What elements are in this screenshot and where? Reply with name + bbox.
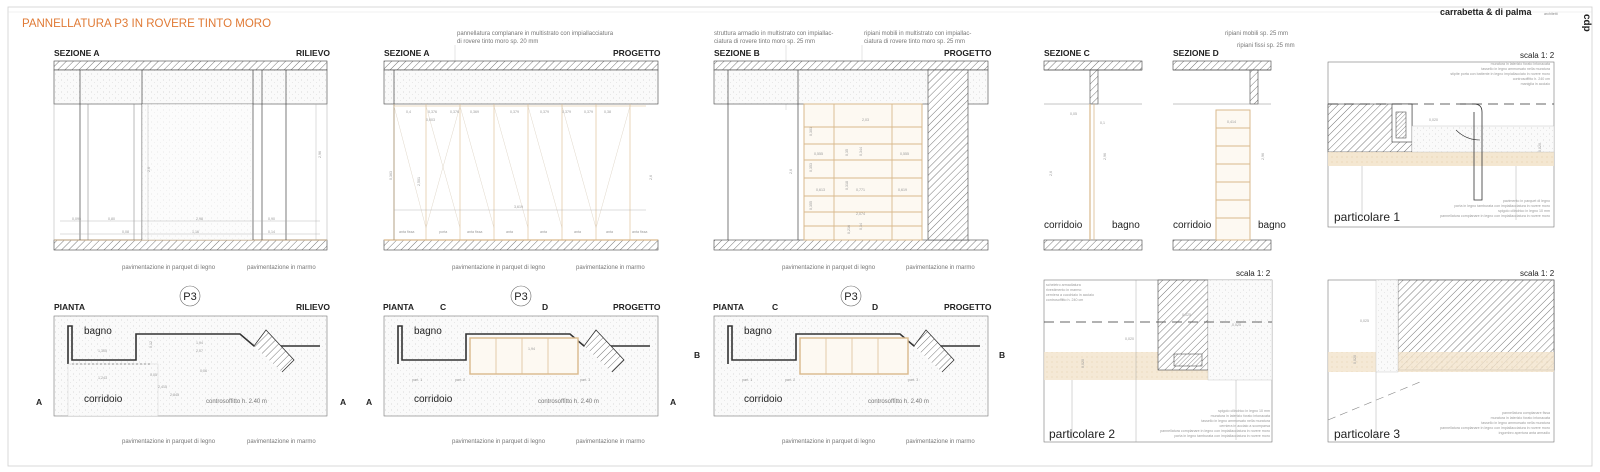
legend-line: controsoffitto h. 240 cm bbox=[1512, 77, 1550, 81]
note-line: struttura armadio in multistrato con impiallac- bbox=[714, 31, 834, 37]
dim: 2,96 bbox=[1103, 153, 1107, 160]
legend-line: pannellatura complanare in legno con impiallacciatura in rovere moro bbox=[1160, 429, 1270, 433]
dim: 0,80 bbox=[108, 217, 115, 221]
section-mark-a: A bbox=[670, 397, 677, 407]
dim: 0,376 bbox=[428, 110, 437, 114]
dim: 0,619 bbox=[898, 188, 907, 192]
section-a-rilievo-label: SEZIONE A bbox=[54, 48, 100, 58]
legend-line: pannellatura complanare in legno con impiallacciatura in rovere moro bbox=[1440, 214, 1550, 218]
legend-line: controsoffitto h. 240 cm bbox=[1046, 298, 1084, 302]
dim: 2,6 bbox=[649, 175, 653, 180]
dim: 0,318 bbox=[845, 181, 849, 190]
dim: 0,06 bbox=[200, 369, 207, 373]
plan-progetto-a bbox=[366, 286, 676, 445]
section-b-progetto bbox=[714, 31, 992, 271]
part-label: part. 2 bbox=[785, 378, 796, 382]
dim: 2,074 bbox=[856, 212, 865, 216]
note-line: ripiani mobili sp. 25 mm bbox=[1225, 31, 1289, 37]
part-label: part. 1 bbox=[412, 378, 423, 382]
panel-label: anta fissa bbox=[399, 230, 415, 234]
legend-line: pannellatura complanare in legno con impiallacciatura in rovere moro bbox=[1440, 426, 1550, 430]
dim: 2,6 bbox=[147, 167, 151, 172]
dim: 3,619 bbox=[514, 205, 523, 209]
dim: 0,025 bbox=[1182, 313, 1191, 317]
dim: 2,96 bbox=[1261, 153, 1265, 160]
floor-parquet-label: pavimentazione in parquet di legno bbox=[782, 439, 876, 445]
legend-line: ingombro apertura anta armadio bbox=[1498, 431, 1550, 435]
section-a-progetto-mode: PROGETTO bbox=[613, 48, 661, 58]
panel-label: anta fissa bbox=[467, 230, 483, 234]
plan-tag: P3 bbox=[844, 291, 858, 303]
ceiling-label: controsoffitto h. 2.40 m bbox=[206, 399, 267, 405]
legend-line: porta in legno tamburata con impiallacciatura in rovere moro bbox=[1454, 204, 1550, 208]
dim: 0,369 bbox=[470, 110, 479, 114]
dim: 0,020 bbox=[1081, 359, 1085, 368]
dim: 0,353 bbox=[809, 163, 813, 172]
dim: 0,35 bbox=[845, 149, 849, 156]
firm-suffix: architetti bbox=[1544, 12, 1558, 16]
dim: 1,94 bbox=[528, 347, 535, 351]
firm-logo: cdp bbox=[1581, 14, 1592, 32]
floor-marmo-label: pavimentazione in marmo bbox=[906, 265, 975, 271]
detail-2 bbox=[1044, 269, 1272, 442]
dim: 2,6 bbox=[789, 169, 793, 174]
section-mark-d: D bbox=[542, 302, 549, 312]
dim: 2,98 bbox=[196, 217, 203, 221]
room-bagno: bagno bbox=[1112, 220, 1140, 231]
dim: 0,38 bbox=[604, 110, 611, 114]
dim: 0,020 bbox=[1429, 118, 1438, 122]
panel-label: anta bbox=[506, 230, 513, 234]
dim: 0,344 bbox=[859, 147, 863, 156]
room-corridoio: corridoio bbox=[1173, 220, 1212, 231]
dim: 0,355 bbox=[809, 201, 813, 210]
room-bagno: bagno bbox=[744, 326, 772, 337]
room-corridoio: corridoio bbox=[744, 394, 783, 405]
legend-line: spigolo cilindrico in legno 10 mm bbox=[1218, 409, 1270, 413]
dim: 0,379 bbox=[540, 110, 549, 114]
dim: 0,08 bbox=[122, 230, 129, 234]
legend-line: rivestimento in marmo bbox=[1046, 288, 1082, 292]
dim: 2,6 bbox=[1049, 171, 1053, 176]
plan-tag: P3 bbox=[183, 291, 197, 303]
dim: 2,415 bbox=[158, 385, 167, 389]
dim: 2,07 bbox=[196, 349, 203, 353]
section-d-label: SEZIONE D bbox=[1173, 48, 1219, 58]
firm-name: carrabetta & di palma bbox=[1440, 7, 1532, 17]
section-mark-c: C bbox=[772, 302, 779, 312]
dim: 0,363 bbox=[389, 171, 393, 180]
legend-line: pavimento in parquet di legno bbox=[1502, 199, 1550, 203]
dim: 2,03 bbox=[862, 118, 869, 122]
plan-progetto-mode: PROGETTO bbox=[613, 302, 661, 312]
dim: 2,501 bbox=[417, 177, 421, 186]
dim: 0,379 bbox=[584, 110, 593, 114]
legend-line: scheletro armadiatura bbox=[1046, 283, 1081, 287]
panel-label: anta bbox=[606, 230, 613, 234]
section-c-label: SEZIONE C bbox=[1044, 48, 1090, 58]
legend-line: porta in legno tamburata con impiallacciatura in rovere moro bbox=[1174, 434, 1270, 438]
note-line: ciatura di rovere tinto moro sp. 25 mm bbox=[714, 39, 816, 45]
dim: 0,12 bbox=[149, 341, 153, 348]
legend-line: tassello in legno ammorsato nella muratura bbox=[1481, 421, 1550, 425]
dim: 0,301 bbox=[809, 127, 813, 136]
dim: 0,020 bbox=[1538, 143, 1542, 152]
floor-parquet-label: pavimentazione in parquet di legno bbox=[782, 265, 876, 271]
floor-parquet-label: pavimentazione in parquet di legno bbox=[452, 439, 546, 445]
panel-label: anta bbox=[574, 230, 581, 234]
section-a-progetto-label: SEZIONE A bbox=[384, 48, 430, 58]
part-label: part. 1 bbox=[742, 378, 753, 382]
room-bagno: bagno bbox=[414, 326, 442, 337]
section-mark-d: D bbox=[872, 302, 879, 312]
dim: 0,379 bbox=[562, 110, 571, 114]
dim: 0,379 bbox=[510, 110, 519, 114]
note-line: di rovere tinto moro sp. 20 mm bbox=[457, 39, 539, 45]
dim: 2,96 bbox=[318, 151, 322, 158]
plan-rilievo bbox=[36, 286, 346, 445]
dim: 0,14 bbox=[268, 230, 275, 234]
legend-line: stipite porta con battente in legno impiallacciato in rovere moro bbox=[1450, 72, 1550, 76]
dim: 0,414 bbox=[1227, 120, 1236, 124]
dim: 0,613 bbox=[816, 188, 825, 192]
dim: 0,376 bbox=[450, 110, 459, 114]
section-mark-c: C bbox=[440, 302, 447, 312]
floor-marmo-label: pavimentazione in marmo bbox=[576, 265, 645, 271]
dim: 0,003 bbox=[426, 118, 435, 122]
plan-progetto-b bbox=[694, 286, 1005, 445]
panel-label: anta bbox=[540, 230, 547, 234]
floor-marmo-label: pavimentazione in marmo bbox=[247, 265, 316, 271]
dim: 0,4 bbox=[406, 110, 411, 114]
detail-2-label: particolare 2 bbox=[1049, 427, 1116, 441]
note-line: pannellatura complanare in multistrato con impiallacciatura bbox=[457, 31, 614, 37]
ceiling-label: controsoffitto h. 2.40 m bbox=[538, 399, 599, 405]
detail-scale: scala 1: 2 bbox=[1236, 269, 1271, 278]
dim: 0,34 bbox=[859, 223, 863, 230]
legend-line: pannellatura complanare fissa bbox=[1502, 411, 1550, 415]
dim: 1,16 bbox=[192, 230, 199, 234]
section-mark-a: A bbox=[36, 397, 43, 407]
floor-parquet-label: pavimentazione in parquet di legno bbox=[452, 265, 546, 271]
legend-line: cerniera in acciaio a scomparsa bbox=[1219, 424, 1270, 428]
dim: 0,1 bbox=[1100, 121, 1105, 125]
dim: 0,555 bbox=[900, 152, 909, 156]
dim: 0,025 bbox=[1232, 323, 1241, 327]
panel-label: anta fissa bbox=[632, 230, 648, 234]
part-label: part. 3 bbox=[580, 378, 591, 382]
room-corridoio: corridoio bbox=[414, 394, 453, 405]
room-corridoio: corridoio bbox=[84, 394, 123, 405]
detail-1 bbox=[1328, 51, 1555, 227]
section-mark-b: B bbox=[694, 350, 701, 360]
room-bagno: bagno bbox=[84, 326, 112, 337]
section-b-mode: PROGETTO bbox=[944, 48, 992, 58]
dim: 0,095 bbox=[72, 217, 81, 221]
section-d bbox=[1173, 31, 1295, 250]
section-a-progetto bbox=[384, 31, 661, 271]
legend-line: spigolo cilindrico in legno 10 mm bbox=[1498, 209, 1550, 213]
note-line: ripiani fissi sp. 25 mm bbox=[1237, 43, 1295, 49]
legend-line: cerniera a cucchiaio in acciaio bbox=[1046, 293, 1094, 297]
floor-marmo-label: pavimentazione in marmo bbox=[576, 439, 645, 445]
section-a-rilievo bbox=[54, 48, 330, 271]
legend-line: muratura in laterizio forato intonacata bbox=[1490, 62, 1550, 66]
note-line: ciatura di rovere tinto moro sp. 25 mm bbox=[864, 39, 966, 45]
part-label: part. 2 bbox=[455, 378, 466, 382]
detail-3-label: particolare 3 bbox=[1334, 427, 1401, 441]
ceiling-label: controsoffitto h. 2.40 m bbox=[868, 399, 929, 405]
dim: 0,216 bbox=[847, 225, 851, 234]
dim: 2,845 bbox=[170, 393, 179, 397]
room-bagno: bagno bbox=[1258, 220, 1286, 231]
floor-parquet-label: pavimentazione in parquet di legno bbox=[122, 439, 216, 445]
detail-3 bbox=[1328, 269, 1555, 442]
detail-scale: scala 1: 2 bbox=[1520, 51, 1555, 60]
plan-progetto-label: PIANTA bbox=[383, 302, 415, 312]
plan-tag: P3 bbox=[514, 291, 528, 303]
section-a-rilievo-mode: RILIEVO bbox=[296, 48, 331, 58]
dim: 1,94 bbox=[196, 341, 203, 345]
dim: 0,05 bbox=[1070, 112, 1077, 116]
legend-line: maniglia in acciaio bbox=[1520, 82, 1550, 86]
section-mark-a: A bbox=[366, 397, 373, 407]
part-label: part. 3 bbox=[908, 378, 919, 382]
plan-progetto-label: PIANTA bbox=[713, 302, 745, 312]
section-mark-a: A bbox=[340, 397, 347, 407]
dim: 0,020 bbox=[1125, 337, 1134, 341]
section-b-label: SEZIONE B bbox=[714, 48, 760, 58]
floor-marmo-label: pavimentazione in marmo bbox=[247, 439, 316, 445]
dim: 1,305 bbox=[98, 349, 107, 353]
section-mark-b: B bbox=[999, 350, 1006, 360]
plan-progetto-mode: PROGETTO bbox=[944, 302, 992, 312]
legend-line: muratura in laterizio forato intonacata bbox=[1210, 414, 1270, 418]
sheet-title: PANNELLATURA P3 IN ROVERE TINTO MORO bbox=[22, 18, 272, 30]
section-c bbox=[1044, 48, 1142, 250]
dim: 0,90 bbox=[268, 217, 275, 221]
dim: 0,020 bbox=[1353, 355, 1357, 364]
dim: 0,771 bbox=[856, 188, 865, 192]
plan-rilievo-mode: RILIEVO bbox=[296, 302, 331, 312]
dim: 0,555 bbox=[814, 152, 823, 156]
note-line: ripiani mobili in multistrato con impiallac- bbox=[864, 31, 972, 37]
dim: 1,243 bbox=[98, 376, 107, 380]
detail-1-label: particolare 1 bbox=[1334, 210, 1401, 224]
room-corridoio: corridoio bbox=[1044, 220, 1083, 231]
legend-line: muratura in laterizio forato intonacata bbox=[1490, 416, 1550, 420]
floor-parquet-label: pavimentazione in parquet di legno bbox=[122, 265, 216, 271]
dim: 0,05 bbox=[150, 373, 157, 377]
legend-line: tassello in legno ammorsato nella muratura bbox=[1481, 67, 1550, 71]
legend-line: tassello in legno ammorsato nella muratura bbox=[1201, 419, 1270, 423]
floor-marmo-label: pavimentazione in marmo bbox=[906, 439, 975, 445]
detail-scale: scala 1: 2 bbox=[1520, 269, 1555, 278]
panel-label: porta bbox=[439, 230, 448, 234]
plan-rilievo-label: PIANTA bbox=[54, 302, 86, 312]
dim: 0,025 bbox=[1360, 319, 1369, 323]
